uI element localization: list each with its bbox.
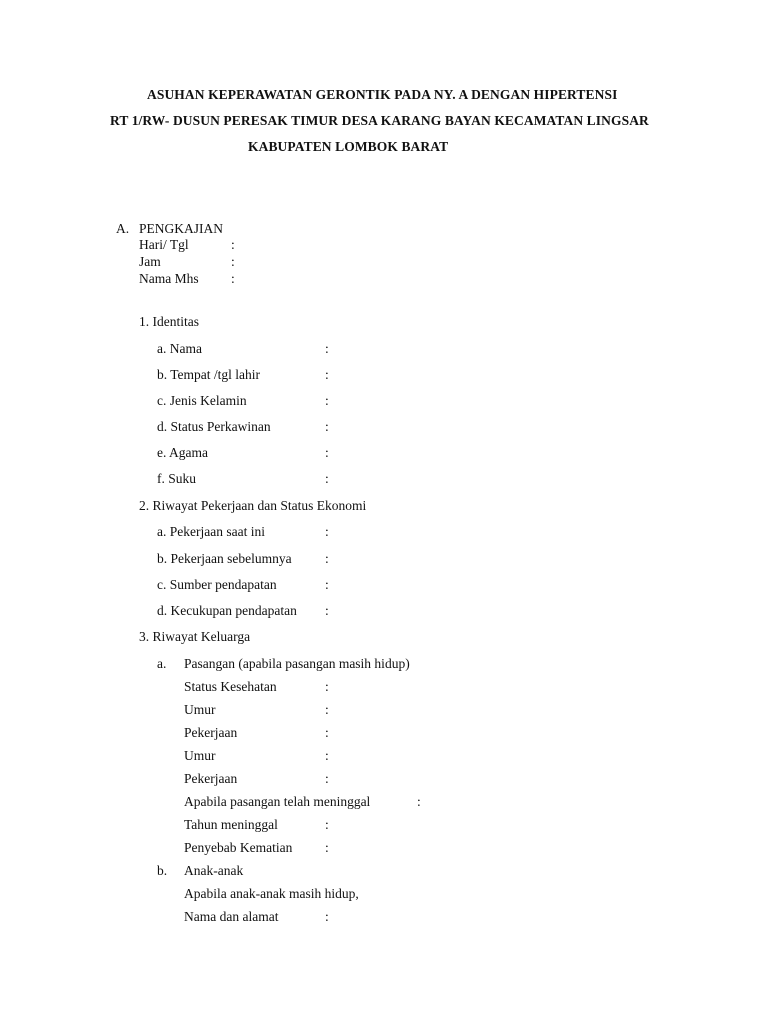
- pasangan-field-separator: :: [325, 748, 329, 763]
- pekerjaan-item-label: b. Pekerjaan sebelumnya: [157, 551, 292, 566]
- anak-field-label: Nama dan alamat: [184, 909, 279, 924]
- pekerjaan-item-separator: :: [325, 577, 329, 592]
- field-jam-separator: :: [231, 254, 235, 269]
- identitas-item-label: b. Tempat /tgl lahir: [157, 367, 261, 382]
- pasangan-field-separator: :: [325, 702, 329, 717]
- pasangan-field-separator: :: [325, 771, 329, 786]
- identitas-item-separator: :: [325, 341, 329, 356]
- anak-heading: Anak-anak: [184, 863, 244, 878]
- anak-note: Apabila anak-anak masih hidup,: [184, 886, 359, 901]
- identitas-heading: 1. Identitas: [139, 314, 199, 329]
- pasangan-marker: a.: [157, 656, 167, 671]
- pekerjaan-item-separator: :: [325, 551, 329, 566]
- pekerjaan-item-separator: :: [325, 603, 329, 618]
- pasangan-field-label: Pekerjaan: [184, 771, 238, 786]
- identitas-item-separator: :: [325, 471, 329, 486]
- pekerjaan-item-separator: :: [325, 524, 329, 539]
- section-a-marker: A.: [116, 221, 130, 236]
- pasangan-deceased-field-label: Tahun meninggal: [184, 817, 278, 832]
- identitas-item-separator: :: [325, 445, 329, 460]
- pasangan-field-label: Pekerjaan: [184, 725, 238, 740]
- identitas-item-label: c. Jenis Kelamin: [157, 393, 247, 408]
- identitas-item-label: d. Status Perkawinan: [157, 419, 271, 434]
- pekerjaan-item-label: d. Kecukupan pendapatan: [157, 603, 297, 618]
- pasangan-deceased-field-separator: :: [325, 817, 329, 832]
- document-title-line-3: KABUPATEN LOMBOK BARAT: [248, 139, 449, 154]
- identitas-item-label: a. Nama: [157, 341, 202, 356]
- pasangan-deceased-separator: :: [417, 794, 421, 809]
- pasangan-field-separator: :: [325, 679, 329, 694]
- pekerjaan-item-label: c. Sumber pendapatan: [157, 577, 277, 592]
- keluarga-heading: 3. Riwayat Keluarga: [139, 629, 251, 644]
- pasangan-field-label: Status Kesehatan: [184, 679, 277, 694]
- pasangan-field-separator: :: [325, 725, 329, 740]
- identitas-item-separator: :: [325, 367, 329, 382]
- pasangan-field-label: Umur: [184, 748, 216, 763]
- pasangan-heading: Pasangan (apabila pasangan masih hidup): [184, 656, 410, 671]
- identitas-item-separator: :: [325, 419, 329, 434]
- pasangan-deceased-field-separator: :: [325, 840, 329, 855]
- identitas-item-label: f. Suku: [157, 471, 197, 486]
- pasangan-deceased-label: Apabila pasangan telah meninggal: [184, 794, 371, 809]
- identitas-item-label: e. Agama: [157, 445, 208, 460]
- pekerjaan-item-label: a. Pekerjaan saat ini: [157, 524, 265, 539]
- anak-field-separator: :: [325, 909, 329, 924]
- field-jam-label: Jam: [139, 254, 161, 269]
- pekerjaan-heading: 2. Riwayat Pekerjaan dan Status Ekonomi: [139, 498, 367, 513]
- field-nama-mhs-separator: :: [231, 271, 235, 286]
- section-a-title: PENGKAJIAN: [139, 221, 223, 236]
- field-nama-mhs-label: Nama Mhs: [139, 271, 199, 286]
- pasangan-deceased-field-label: Penyebab Kematian: [184, 840, 293, 855]
- document-title-line-2: RT 1/RW- DUSUN PERESAK TIMUR DESA KARANG BAYAN KECAMATAN LINGSAR: [110, 113, 649, 128]
- document-title-line-1: ASUHAN KEPERAWATAN GERONTIK PADA NY. A DENGAN HIPERTENSI: [147, 87, 618, 102]
- anak-marker: b.: [157, 863, 168, 878]
- pasangan-field-label: Umur: [184, 702, 216, 717]
- field-hari-tgl-separator: :: [231, 237, 235, 252]
- field-hari-tgl-label: Hari/ Tgl: [139, 237, 189, 252]
- identitas-item-separator: :: [325, 393, 329, 408]
